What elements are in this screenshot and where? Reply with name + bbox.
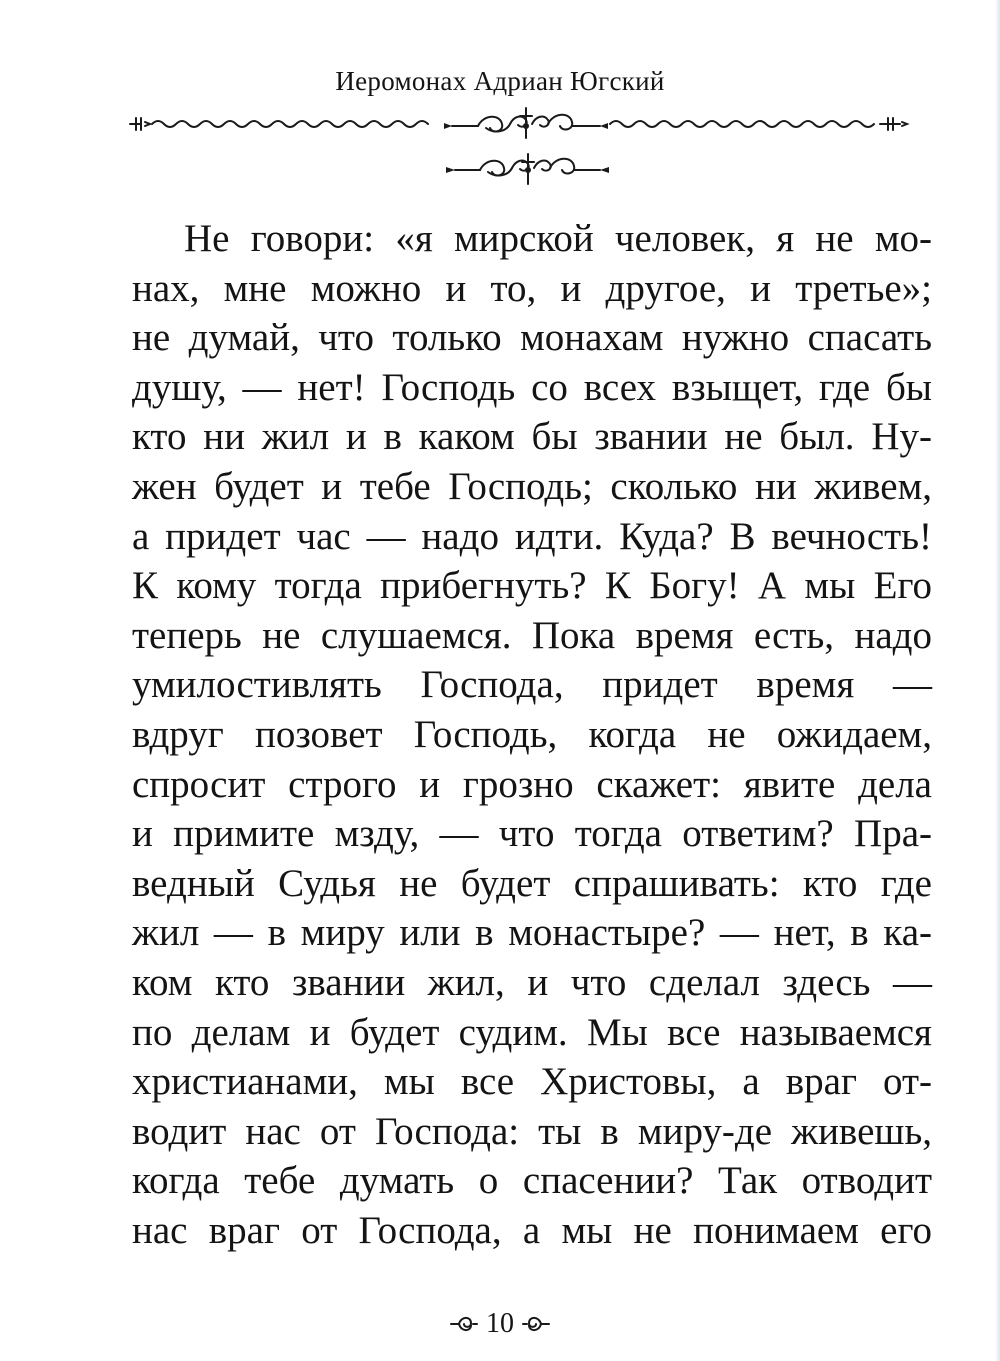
text-line: вдруг позовет Господь, когда не ожидаем,	[132, 712, 932, 756]
text-line: К кому тогда прибегнуть? К Богу! А мы Его	[132, 564, 932, 608]
headpiece-rule-icon	[0, 102, 1000, 142]
text-line: жил — в миру или в монастыре? — нет, в ка-	[132, 911, 932, 955]
text-line: ком кто звании жил, и что сделал здесь —	[132, 960, 932, 1004]
text-line: ведный Судья не будет спрашивать: кто где	[132, 861, 932, 905]
text-line: нах, мне можно и то, и другое, и третье»;	[132, 266, 932, 310]
text-line: душу, — нет! Господь со всех взыщет, где бы	[132, 365, 932, 409]
text-line: и примите мзду, — что тогда ответим? Пра-	[132, 812, 932, 856]
text-line: а придет час — надо идти. Куда? В вечность!	[132, 514, 932, 558]
text-line: нас враг от Господа, а мы не понимаем его	[132, 1208, 932, 1252]
text-line: спросит строго и грозно скажет: явите дела	[132, 762, 932, 806]
text-line: кто ни жил и в каком бы звании не был. Ну-	[132, 415, 932, 459]
text-line: по делам и будет судим. Мы все называемся	[132, 1010, 932, 1054]
text-line: Не говори: «я мирской человек, я не мо-	[184, 217, 932, 260]
text-line: водит нас от Господа: ты в миру-де живешь,	[132, 1109, 932, 1153]
body-text	[132, 214, 932, 1255]
text-line: когда тебе думать о спасении? Так отводит	[132, 1159, 932, 1203]
text-line: жен будет и тебе Господь; сколько ни живем,	[132, 464, 932, 508]
text-line: умилостивлять Господа, придет время —	[132, 663, 932, 707]
text-line: христианами, мы все Христовы, а враг от-	[132, 1060, 932, 1104]
text-line: теперь не слушаемся. Пока время есть, надо	[132, 613, 932, 657]
folio	[0, 1306, 1000, 1346]
text-line: не думай, что только монахам нужно спасать	[132, 316, 932, 360]
headpiece-flourish-icon	[0, 150, 1000, 186]
folio-scroll-left-icon	[449, 1312, 479, 1336]
page-number: 10	[486, 1307, 514, 1339]
page-edge	[995, 0, 1000, 1361]
folio-scroll-right-icon	[521, 1312, 551, 1336]
running-title: Иеромонах Адриан Югский	[335, 66, 665, 96]
